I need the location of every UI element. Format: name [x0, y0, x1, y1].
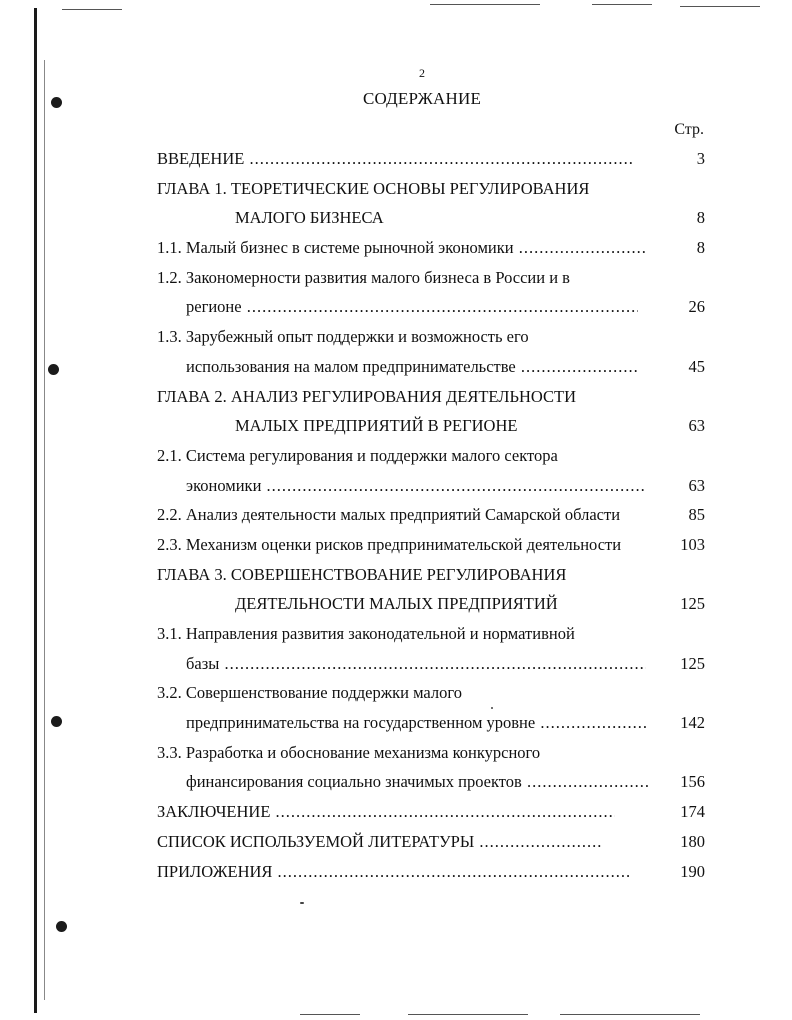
toc-page-number: 156 [680, 772, 705, 792]
toc-entry-chapter-3-cont [0, 589, 792, 619]
toc-entry-introduction [0, 144, 792, 174]
toc-entry-text: 2.2. Анализ деятельности малых предприятий Самарской области [157, 505, 621, 525]
scan-bottom-dash [408, 1014, 528, 1015]
scan-bottom-dash [560, 1014, 700, 1015]
toc-entry-text: 3.3. Разработка и обоснование механизма конкурсного [157, 742, 541, 762]
toc-entry-text: ДЕЯТЕЛЬНОСТИ МАЛЫХ ПРЕДПРИЯТИЙ [235, 594, 558, 614]
toc-page-number: 3 [696, 149, 705, 168]
scan-top-dash [592, 4, 652, 5]
toc-entry-text: 3.2. Совершенствование поддержки малого [157, 683, 462, 703]
toc-entry-chapter-1 [0, 174, 792, 204]
toc-page-number: 174 [680, 802, 705, 822]
toc-entry-section-2-1-cont [0, 471, 792, 501]
toc-entry-text: предпринимательства на государственном уровне ..... [186, 708, 646, 738]
table-of-contents [0, 144, 792, 886]
punch-hole-icon [56, 921, 67, 932]
toc-entry-chapter-3 [0, 560, 792, 590]
toc-page-number: 45 [688, 356, 705, 376]
toc-page-number: 63 [688, 475, 705, 495]
scan-top-dash [430, 4, 540, 5]
toc-entry-text: использования на малом предпринимательстве ..... [186, 352, 638, 382]
toc-entry-section-3-1-cont [0, 649, 792, 679]
toc-entry-section-1-1 [0, 233, 792, 263]
scan-top-dash [680, 6, 760, 7]
toc-entry-section-2-3 [0, 530, 792, 560]
toc-page-number: 180 [680, 831, 705, 851]
toc-entry-text: 1.1. Малый бизнес в системе рыночной экономики ..... [157, 233, 645, 263]
toc-entry-text: СПИСОК ИСПОЛЬЗУЕМОЙ ЛИТЕРАТУРЫ ..... [157, 827, 603, 857]
toc-entry-chapter-1-cont [0, 203, 792, 233]
toc-entry-chapter-2-cont [0, 411, 792, 441]
toc-page-number: 8 [696, 238, 705, 258]
toc-page-number: 190 [680, 861, 705, 881]
toc-entry-text: ГЛАВА 1. ТЕОРЕТИЧЕСКИЕ ОСНОВЫ РЕГУЛИРОВАНИЯ [157, 178, 590, 198]
toc-entry-text: МАЛОГО БИЗНЕСА [235, 208, 384, 228]
toc-entry-section-1-2-cont [0, 292, 792, 322]
toc-page-number: 125 [680, 653, 705, 673]
toc-page-number: 85 [688, 505, 705, 525]
toc-entry-text: ВВЕДЕНИЕ ..... [157, 144, 632, 174]
toc-entry-text: базы ..... [186, 649, 646, 679]
scan-speck [300, 902, 304, 904]
toc-entry-conclusion [0, 797, 792, 827]
toc-page-number: 63 [688, 416, 705, 436]
page-column-label: Стр. [674, 121, 704, 138]
toc-entry-text: финансирования социально значимых проектов ..... [186, 767, 648, 797]
toc-entry-section-3-2-cont [0, 708, 792, 738]
toc-entry-section-1-3-cont [0, 352, 792, 382]
toc-entry-text: 2.3. Механизм оценки рисков предпринимательской деятельности [157, 534, 622, 554]
toc-entry-chapter-2 [0, 382, 792, 412]
toc-entry-section-3-3-cont [0, 767, 792, 797]
toc-entry-text: 3.1. Направления развития законодательной и нормативной [157, 624, 575, 643]
toc-entry-section-1-2 [0, 263, 792, 293]
toc-page-number: 8 [696, 208, 705, 228]
toc-page-number: 26 [688, 297, 705, 317]
toc-entry-text: 1.2. Закономерности развития малого бизнеса в России и в [157, 267, 570, 287]
toc-entry-text: экономики ..... [186, 471, 646, 501]
toc-entry-appendices [0, 857, 792, 887]
toc-entry-text: 2.1. Система регулирования и поддержки малого сектора [157, 445, 558, 465]
toc-entry-section-2-2 [0, 500, 792, 530]
toc-entry-text: МАЛЫХ ПРЕДПРИЯТИЙ В РЕГИОНЕ [235, 416, 518, 436]
toc-entry-text: регионе ..... [186, 292, 638, 322]
toc-entry-references [0, 827, 792, 857]
toc-entry-text: 1.3. Зарубежный опыт поддержки и возможность его [157, 327, 529, 347]
toc-entry-section-3-1 [0, 619, 792, 649]
toc-page-number: 103 [680, 534, 705, 554]
punch-hole-icon [51, 97, 62, 108]
toc-entry-section-3-3 [0, 738, 792, 768]
toc-entry-section-3-2 [0, 678, 792, 708]
scan-top-dash [62, 9, 122, 10]
toc-entry-text: ГЛАВА 3. СОВЕРШЕНСТВОВАНИЕ РЕГУЛИРОВАНИЯ [157, 564, 567, 584]
page-title: СОДЕРЖАНИЕ [362, 89, 482, 108]
toc-entry-text: ПРИЛОЖЕНИЯ ..... [157, 857, 629, 887]
page-number: 2 [419, 66, 425, 80]
toc-entry-text: ЗАКЛЮЧЕНИЕ ..... [157, 797, 615, 827]
toc-page-number: 142 [680, 713, 705, 733]
toc-entry-section-1-3 [0, 322, 792, 352]
toc-entry-section-2-1 [0, 441, 792, 471]
toc-page-number: 125 [680, 594, 705, 614]
toc-entry-text: ГЛАВА 2. АНАЛИЗ РЕГУЛИРОВАНИЯ ДЕЯТЕЛЬНОСТИ [157, 386, 576, 406]
scan-bottom-dash [300, 1014, 360, 1015]
